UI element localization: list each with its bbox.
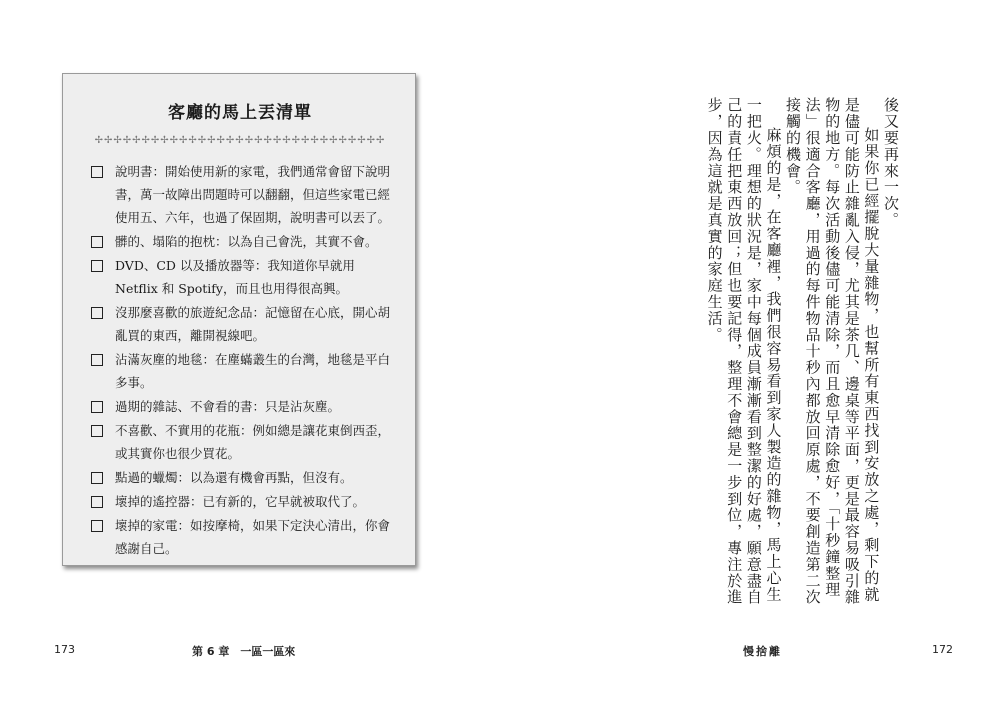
checkbox-icon: [91, 496, 103, 508]
checklist-item-text: 沒那麼喜歡的旅遊紀念品：記憶留在心底，開心胡亂買的東西，離開視線吧。: [115, 305, 391, 343]
book-title: 慢捨離: [743, 645, 782, 658]
checklist-box: [62, 73, 416, 566]
paragraph: 如果你已經擺脫大量雜物，也幫所有東西找到安放之處，剩下的就是儘可能防止雜亂入侵，尤其是茶几、邊桌等平面，更是最容易吸引雜物的地方。每次活動後儘可能清除，而且愈早清除愈好，「十秒鐘整理法」很適合客廳，用過的每件物品十秒內都放回原處，不要創造第二次接觸的機會。: [784, 97, 881, 606]
checklist-item-text: DVD、CD 以及播放器等：我知道你早就用 Netflix 和 Spotify，而且也用得很高興。: [115, 258, 355, 296]
checklist-item-text: 沾滿灰塵的地毯：在塵蟎叢生的台灣，地毯是平白多事。: [115, 352, 391, 390]
checklist-item: [89, 230, 391, 253]
checklist-item: [89, 348, 391, 394]
checklist-item: [89, 514, 391, 560]
checkbox-icon: [91, 425, 103, 437]
checklist: [89, 160, 391, 560]
checklist-item-text: 不喜歡、不實用的花瓶：例如總是讓花東倒西歪，或其實你也很少買花。: [115, 423, 391, 461]
checkbox-icon: [91, 520, 103, 532]
checklist-item-text: 髒的、塌陷的抱枕：以為自己會洗，其實不會。: [115, 234, 378, 249]
checklist-title: 客廳的馬上丟清單: [168, 103, 312, 123]
checkbox-icon: [91, 260, 103, 272]
paragraph: 後又要再來一次。: [882, 97, 900, 229]
checklist-item-text: 點過的蠟燭：以為還有機會再點，但沒有。: [115, 470, 353, 485]
checklist-item: [89, 160, 391, 229]
body-text: [650, 97, 900, 607]
checklist-item: [89, 395, 391, 418]
ornamental-divider: ✢✢✢✢✢✢✢✢✢✢✢✢✢✢✢✢✢✢✢✢✢✢✢✢✢✢✢✢✢✢✢: [94, 135, 386, 146]
checklist-item-text: 說明書：開始使用新的家電，我們通常會留下說明書，萬一故障出問題時可以翻翻，但這些家電已經使用五、六年，也過了保固期，說明書可以丟了。: [115, 164, 391, 225]
checkbox-icon: [91, 354, 103, 366]
checklist-item: [89, 419, 391, 465]
checklist-item-text: 壞掉的遙控器：已有新的，它早就被取代了。: [115, 494, 366, 509]
checkbox-icon: [91, 472, 103, 484]
checkbox-icon: [91, 401, 103, 413]
checklist-item-text: 過期的雜誌、不會看的書：只是沾灰塵。: [115, 399, 341, 414]
checklist-item: [89, 301, 391, 347]
checkbox-icon: [91, 166, 103, 178]
page-number-left: 173: [54, 643, 75, 656]
checkbox-icon: [91, 307, 103, 319]
checklist-item: [89, 490, 391, 513]
checklist-item: [89, 466, 391, 489]
checklist-item-text: 壞掉的家電：如按摩椅，如果下定決心清出，你會感謝自己。: [115, 518, 391, 556]
checkbox-icon: [91, 236, 103, 248]
chapter-label: 第 6 章 一區一區來: [192, 645, 296, 658]
page-number-right: 172: [932, 643, 953, 656]
paragraph: 麻煩的是，在客廳裡，我們很容易看到家人製造的雜物，馬上心生一把火。理想的狀況是，家中每個成員漸漸看到整潔的好處，願意盡自己的責任把東西放回；但也要記得，整理不會總是一步到位，專注於進步，因為這就是真實的家庭生活。: [705, 97, 783, 606]
checklist-item: [89, 254, 391, 300]
